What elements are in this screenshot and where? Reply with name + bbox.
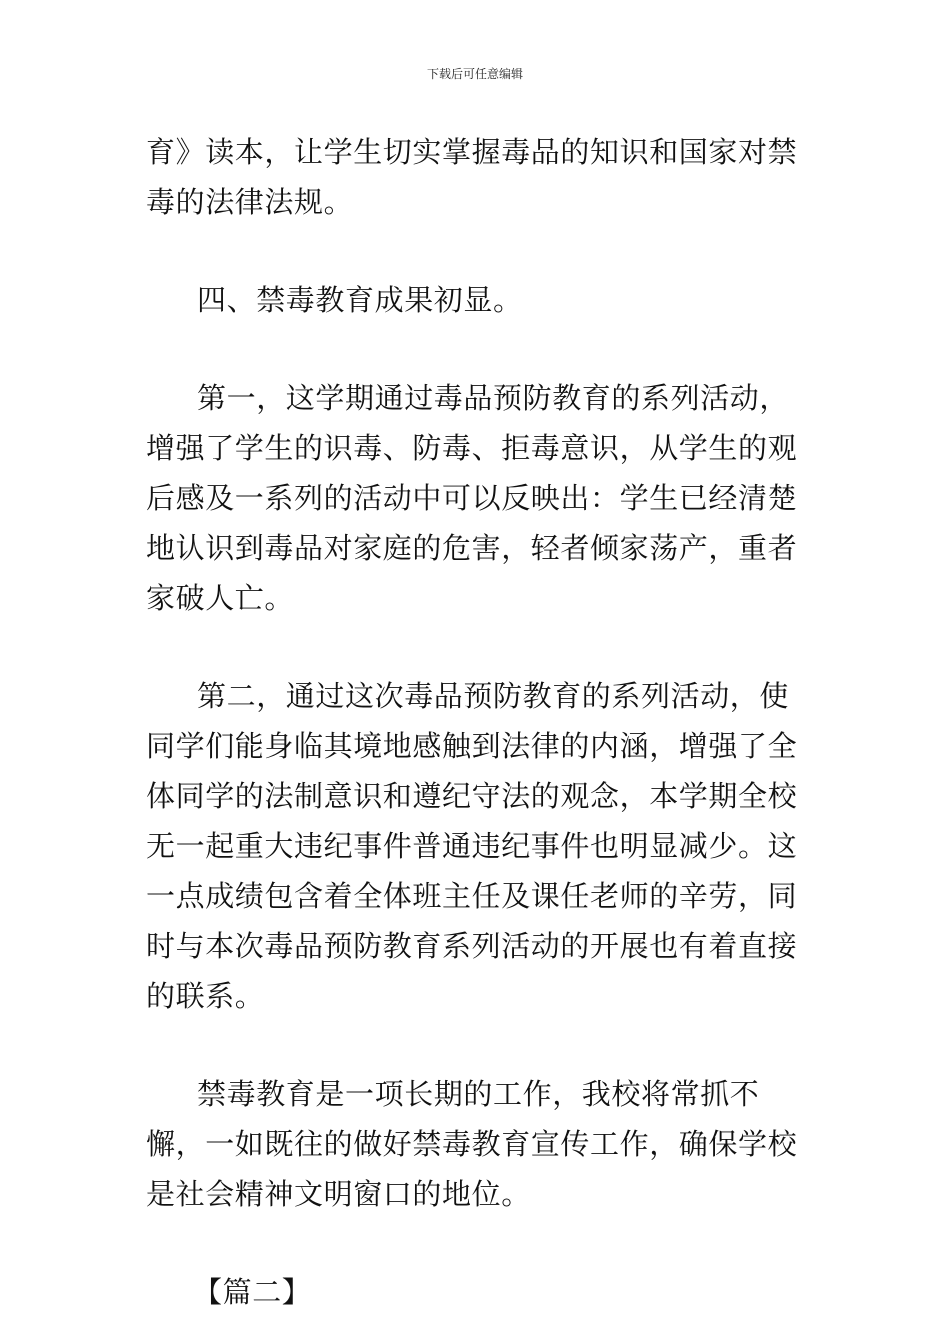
paragraph-first: 第一，这学期通过毒品预防教育的系列活动，增强了学生的识毒、防毒、拒毒意识，从学生的观后感及一系列的活动中可以反映出：学生已经清楚地认识到毒品对家庭的危害，轻者倾家荡产，重者家破人亡。 [146,381,798,615]
document-body [146,127,810,1317]
paragraph-conclusion: 禁毒教育是一项长期的工作，我校将常抓不懈，一如既往的做好禁毒教育宣传工作，确保学校是社会精神文明窗口的地位。 [146,1077,798,1211]
page-header-note: 下载后可任意编辑 [426,67,523,81]
section-title-part-two: 【篇二】 [193,1275,312,1309]
paragraph-second: 第二，通过这次毒品预防教育的系列活动，使同学们能身临其境地感触到法律的内涵，增强了全体同学的法制意识和遵纪守法的观念，本学期全校无一起重大违纪事件普通违纪事件也明显减少。这一点成绩包含着全体班主任及课任老师的辛劳，同时与本次毒品预防教育系列活动的开展也有着直接的联系。 [146,679,798,1013]
paragraph-continuation: 育》读本，让学生切实掌握毒品的知识和国家对禁毒的法律法规。 [146,135,798,219]
section-heading-four: 四、禁毒教育成果初显。 [197,283,523,317]
